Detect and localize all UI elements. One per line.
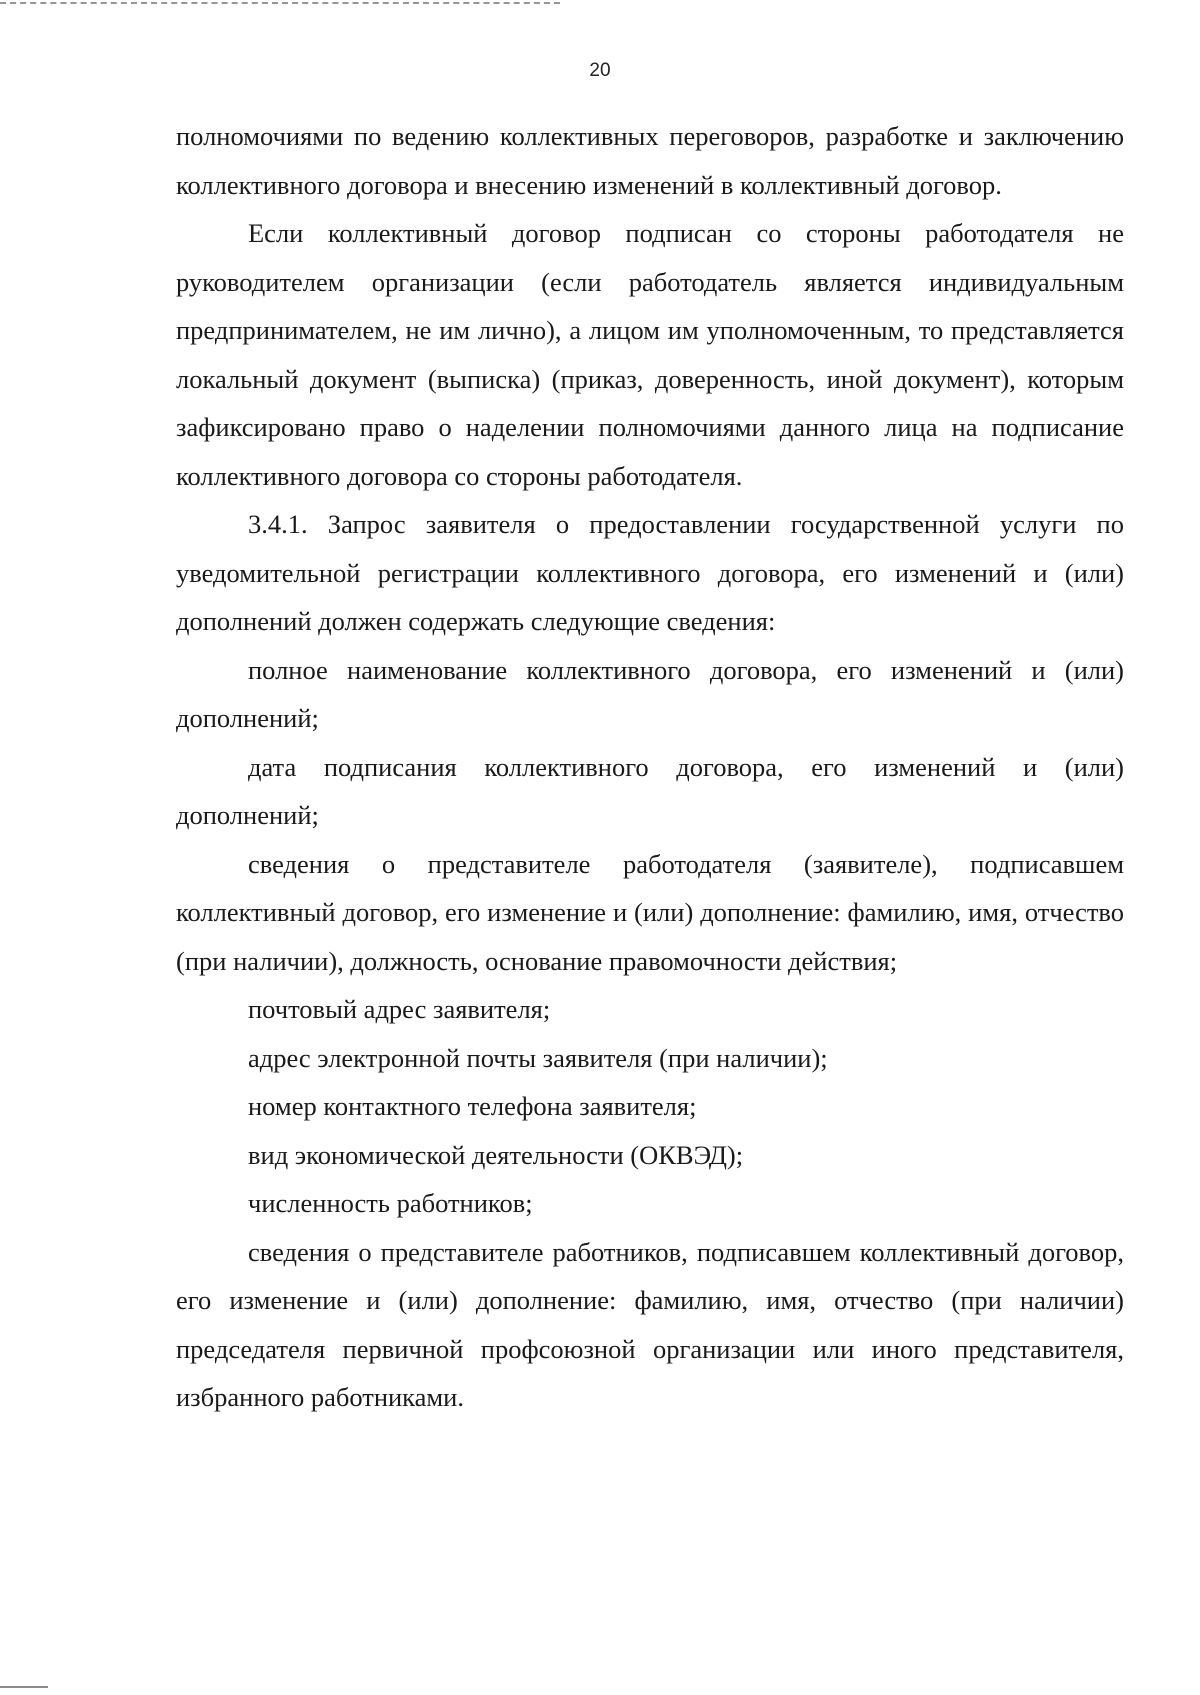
- document-body: [176, 112, 1124, 1422]
- paragraph-9: номер контактного телефона заявителя;: [248, 1091, 697, 1121]
- paragraph-5: дата подписания коллективного договора, его изменений и (или) дополнений;: [176, 751, 1124, 830]
- paragraph-7: почтовый адрес заявителя;: [248, 994, 551, 1024]
- paragraph-4: полное наименование коллективного договора, его изменений и (или) дополнений;: [176, 654, 1124, 733]
- scan-edge-bottom: [0, 1686, 48, 1688]
- paragraph-2: Если коллективный договор подписан со стороны работодателя не руководителем организации (если работодатель является индивидуальным предпринимателем, не им лично), а лицом им уполномоченным, то представляется локальный документ (выписка) (приказ, доверенность, иной документ), которым зафиксировано право о наделении полномочиями данного лица на подписание коллективного договора со стороны работодателя.: [176, 218, 1124, 491]
- paragraph-10: вид экономической деятельности (ОКВЭД);: [248, 1139, 744, 1170]
- paragraph-1: полномочиями по ведению коллективных переговоров, разработке и заключению коллективного договора и внесению изменений в коллективный договор.: [176, 121, 1124, 200]
- paragraph-12: сведения о представителе работников, подписавшем коллективный договор, его изменение и (или) дополнение: фамилию, имя, отчество (при наличии) председателя первичной профсоюзной организации или иного представителя, избранного работниками.: [176, 1236, 1124, 1412]
- scan-edge-top: [0, 2, 560, 4]
- page-number: 20: [589, 60, 611, 81]
- paragraph-3: 3.4.1. Запрос заявителя о предоставлении государственной услуги по уведомительной регистрации коллективного договора, его изменений и (или) дополнений должен содержать следующие сведения:: [176, 509, 1124, 636]
- paragraph-6: сведения о представителе работодателя (заявителе), подписавшем коллективный договор, его изменение и (или) дополнение: фамилию, имя, отчество (при наличии), должность, основание правомочности действия;: [176, 848, 1124, 976]
- paragraph-11: численность работников;: [248, 1188, 533, 1218]
- paragraph-8: адрес электронной почты заявителя (при наличии);: [248, 1042, 828, 1073]
